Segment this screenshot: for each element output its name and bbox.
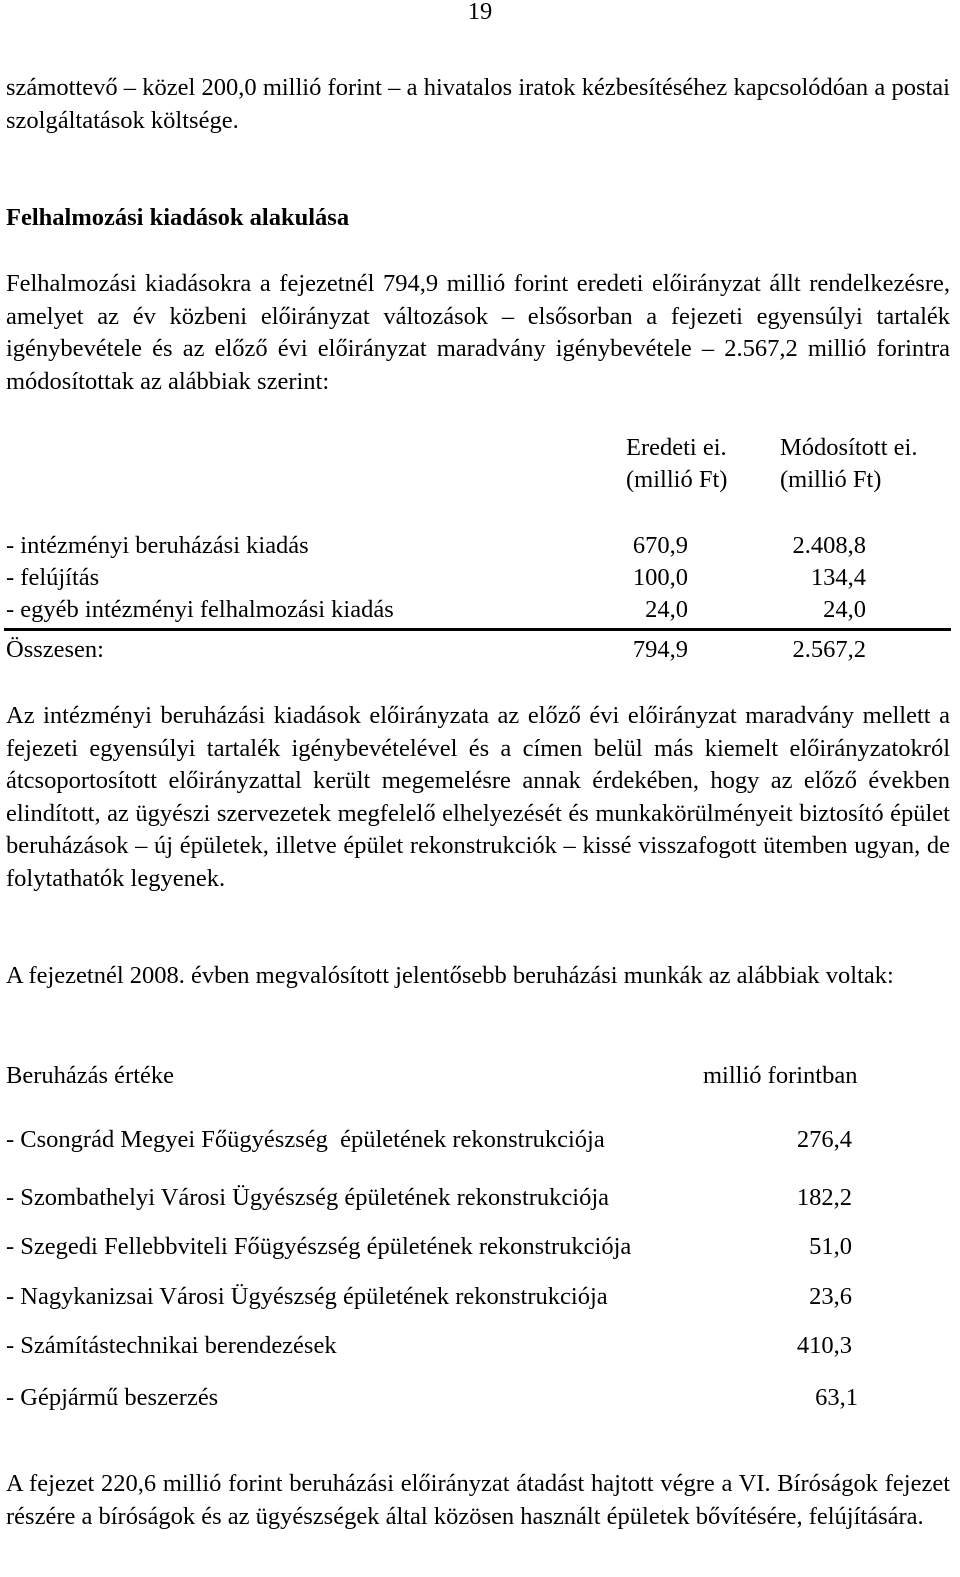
investment-item-label: - Szombathelyi Városi Ügyészség épületének rekonstrukciója xyxy=(6,1184,610,1211)
investment-item-value: 410,3 xyxy=(796,1332,852,1359)
investment-item-value: 182,2 xyxy=(796,1184,852,1211)
budget-row-modified: 24,0 xyxy=(823,596,866,623)
investment-item-value: 23,6 xyxy=(809,1283,852,1310)
investment-item-label: - Szegedi Fellebbviteli Főügyészség épületének rekonstrukciója xyxy=(6,1233,632,1260)
col2-header-line1: Módosított ei. xyxy=(780,434,918,461)
investment-item-label: - Gépjármű beszerzés xyxy=(6,1384,219,1411)
intro-paragraph: számottevő – közel 200,0 millió forint – a hivatalos iratok kézbesítéséhez kapcsolódóan a postai szolgáltatások költsége. xyxy=(6,74,950,134)
investment-item-value: 51,0 xyxy=(809,1233,852,1260)
col1-header-line2: (millió Ft) xyxy=(626,466,728,493)
investment-item-value: 63,1 xyxy=(815,1384,858,1411)
col1-header-line1: Eredeti ei. xyxy=(626,434,727,461)
paragraph-1: Felhalmozási kiadásokra a fejezetnél 794,9 millió forint eredeti előirányzat állt rendelkezésre, amelyet az év közbeni előirányzat változások – elsősorban a fejezeti egyensúlyi tartalék igénybevétele és az előző évi előirányzat maradvány igénybevétele – 2.567,2 millió forintra módosítottak az alábbiak szerint: xyxy=(6,270,950,395)
total-rule xyxy=(4,628,951,631)
budget-row-original: 24,0 xyxy=(645,596,688,623)
budget-row-modified: 134,4 xyxy=(810,564,866,591)
budget-total-label: Összesen: xyxy=(6,636,104,663)
page-number: 19 xyxy=(467,0,493,25)
investment-item-label: - Nagykanizsai Városi Ügyészség épületének rekonstrukciója xyxy=(6,1283,608,1310)
budget-total-modified: 2.567,2 xyxy=(792,636,866,663)
paragraph-2: Az intézményi beruházási kiadások előirányzata az előző évi előirányzat maradvány mellett a fejezeti egyensúlyi tartalék igénybevételével és a címen belül más kiemelt előirányzatokról átcsoportosított előirányzattal került megemelésre annak érdekében, hogy az előző években elindított, az ügyészi szervezetek megfelelő elhelyezését és munkakörülményeit biztosító épület beruházások – új épületek, illetve épület rekonstrukciók – kissé visszafogott ütemben ugyan, de folytathatók legyenek. xyxy=(6,702,950,892)
investment-item-label: - Számítástechnikai berendezések xyxy=(6,1332,337,1359)
budget-row-label: - felújítás xyxy=(6,564,100,591)
budget-row-modified: 2.408,8 xyxy=(792,532,866,559)
budget-total-original: 794,9 xyxy=(632,636,688,663)
col2-header-line2: (millió Ft) xyxy=(780,466,882,493)
investment-item-label: - Csongrád Megyei Főügyészség épületének rekonstrukciója xyxy=(6,1126,605,1153)
investment-header-left: Beruházás értéke xyxy=(6,1062,174,1089)
budget-row-original: 670,9 xyxy=(632,532,688,559)
budget-row-label: - intézményi beruházási kiadás xyxy=(6,532,309,559)
investment-item-value: 276,4 xyxy=(796,1126,852,1153)
budget-row-label: - egyéb intézményi felhalmozási kiadás xyxy=(6,596,394,623)
paragraph-3: A fejezetnél 2008. évben megvalósított jelentősebb beruházási munkák az alábbiak voltak: xyxy=(6,962,894,989)
section-title: Felhalmozási kiadások alakulása xyxy=(6,204,350,231)
investment-header-right: millió forintban xyxy=(703,1062,858,1089)
budget-row-original: 100,0 xyxy=(632,564,688,591)
paragraph-4: A fejezet 220,6 millió forint beruházási előirányzat átadást hajtott végre a VI. Bíróságok fejezet részére a bíróságok és az ügyészségek által közösen használt épületek bővítésére, felújítására. xyxy=(6,1470,950,1530)
